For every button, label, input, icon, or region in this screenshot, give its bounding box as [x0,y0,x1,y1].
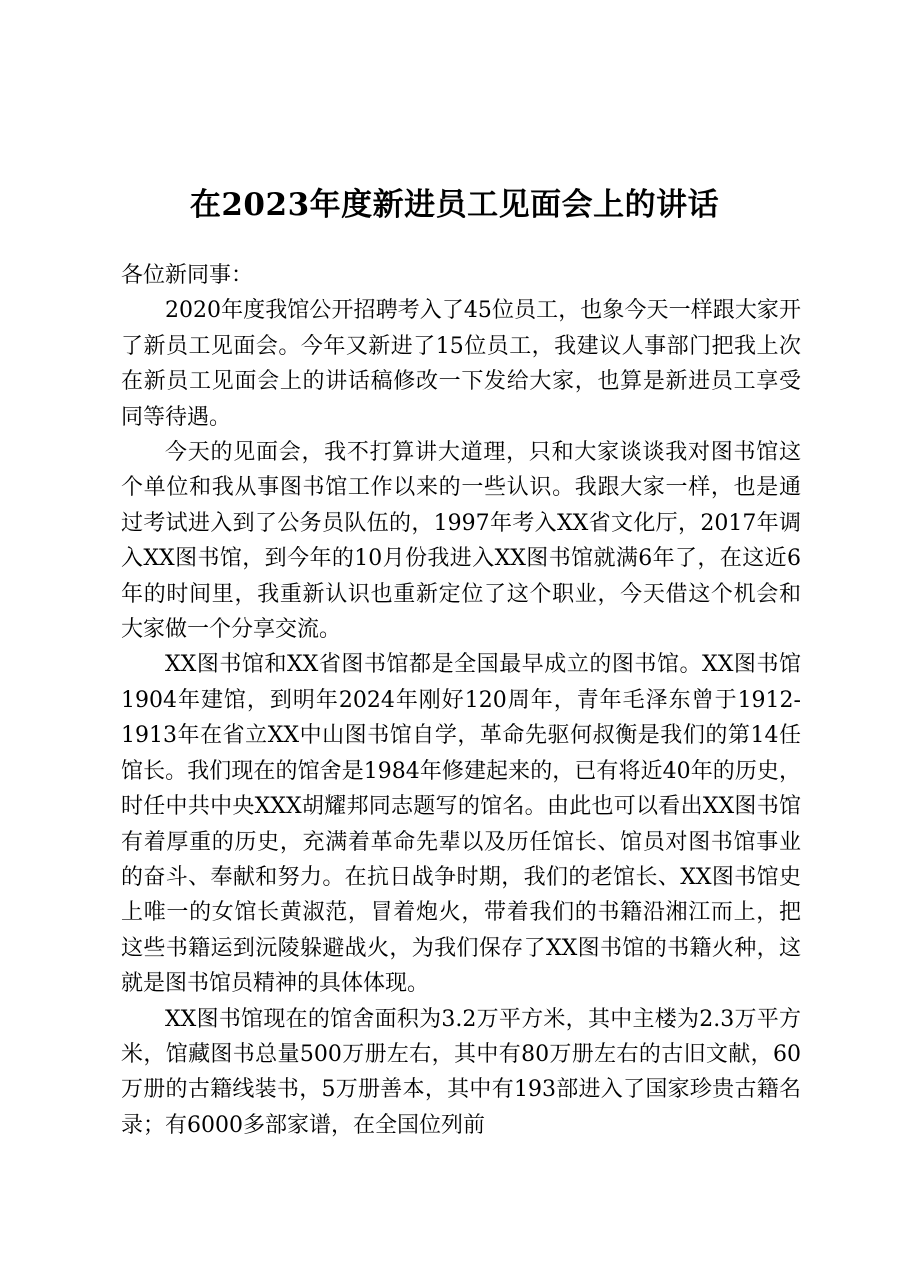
paragraph-1: 2020年度我馆公开招聘考入了45位员工，也象今天一样跟大家开了新员工见面会。今年又新进了15位员工，我建议人事部门把我上次在新员工见面会上的讲话稿修改一下发给大家，也算是新进员工享受同等待遇。 [121,298,801,430]
document-body [121,258,801,1143]
paragraph-2: 今天的见面会，我不打算讲大道理，只和大家谈谈我对图书馆这个单位和我从事图书馆工作以来的一些认识。我跟大家一样，也是通过考试进入到了公务员队伍的，1997年考入XX省文化厅，2017年调入XX图书馆，到今年的10月份我进入XX图书馆就满6年了，在这近6年的时间里，我重新认识也重新定位了这个职业，今天借这个机会和大家做一个分享交流。 [121,440,801,643]
salutation: 各位新同事： [121,263,254,288]
document-title: 在2023年度新进员工见面会上的讲话 [189,187,720,223]
paragraph-4: XX图书馆现在的馆舍面积为3.2万平方米，其中主楼为2.3万平方米，馆藏图书总量500万册左右，其中有80万册左右的古旧文献，60万册的古籍线装书，5万册善本，其中有193部进入了国家珍贵古籍名录；有6000多部家谱，在全国位列前 [121,1006,801,1138]
paragraph-3: XX图书馆和XX省图书馆都是全国最早成立的图书馆。XX图书馆1904年建馆，到明年2024年刚好120周年，青年毛泽东曾于1912-1913年在省立XX中山图书馆自学，革命先驱何叔衡是我们的第14任馆长。我们现在的馆舍是1984年修建起来的，已有将近40年的历史，时任中共中央XXX胡耀邦同志题写的馆名。由此也可以看出XX图书馆有着厚重的历史，充满着革命先辈以及历任馆长、馆员对图书馆事业的奋斗、奉献和努力。在抗日战争时期，我们的老馆长、XX图书馆史上唯一的女馆长黄淑范，冒着炮火，带着我们的书籍沿湘江而上，把这些书籍运到沅陵躲避战火，为我们保存了XX图书馆的书籍火种，这就是图书馆员精神的具体体现。 [121,652,801,997]
